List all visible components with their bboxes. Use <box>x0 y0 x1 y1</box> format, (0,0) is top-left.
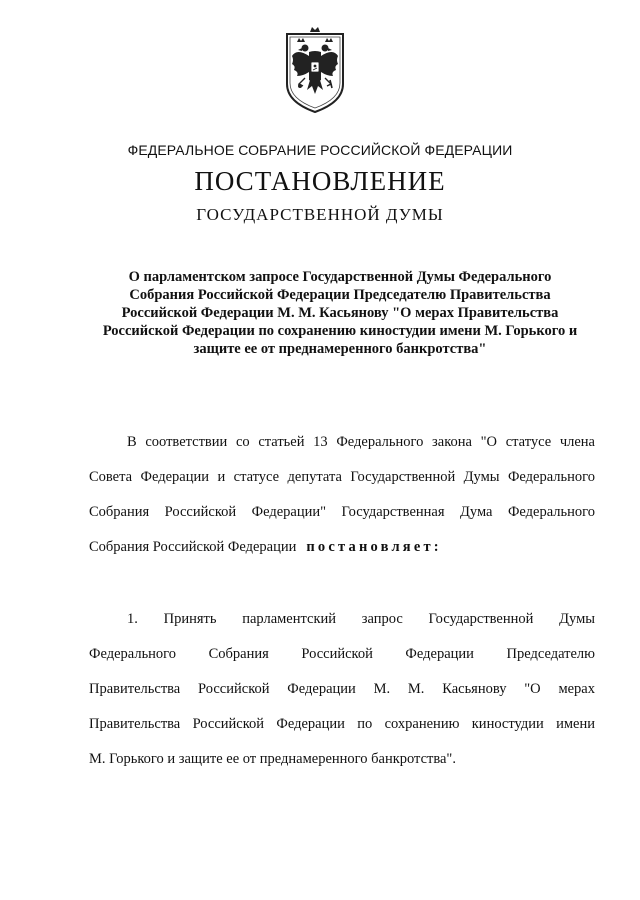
paragraph-line-text: Собрания Российской Федерации <box>89 539 297 555</box>
subject-line: О парламентском запросе Государственной Думы Федерального <box>128 269 552 285</box>
subject-line: Собрания Российской Федерации Председателю Правительства <box>129 287 551 303</box>
paragraph-line: Собрания Российской Федерации" Государственная Дума Федерального <box>89 504 595 520</box>
decree-word: постановляет: <box>306 539 442 555</box>
paragraph-line: М. Горького и защите ее от преднамеренного банкротства". <box>89 751 456 767</box>
clause-1-paragraph <box>89 602 595 777</box>
subject-line: Российской Федерации по сохранению киностудии имени М. Горького и <box>102 323 578 339</box>
resolution-subject <box>80 268 600 358</box>
russian-coat-of-arms-icon <box>283 26 347 116</box>
federal-assembly-heading: ФЕДЕРАЛЬНОЕ СОБРАНИЕ РОССИЙСКОЙ ФЕДЕРАЦИИ <box>127 142 513 158</box>
document-type-title: ПОСТАНОВЛЕНИЕ <box>194 166 446 196</box>
paragraph-line: Совета Федерации и статусе депутата Государственной Думы Федерального <box>89 469 595 485</box>
subject-line: защите ее от преднамеренного банкротства" <box>193 341 487 357</box>
paragraph-line: 1. Принять парламентский запрос Государственной Думы <box>127 611 595 627</box>
subject-line: Российской Федерации М. М. Касьянову "О мерах Правительства <box>121 305 559 321</box>
paragraph-line: Правительства Российской Федерации М. М. Касьянову "О мерах <box>89 681 595 697</box>
paragraph-line: Федерального Собрания Российской Федерации Председателю <box>89 646 595 662</box>
document-issuer-title: ГОСУДАРСТВЕННОЙ ДУМЫ <box>196 205 444 224</box>
paragraph-line-last <box>89 530 595 565</box>
paragraph-line: В соответствии со статьей 13 Федерального закона "О статусе члена <box>127 434 595 450</box>
paragraph-line: Правительства Российской Федерации по сохранению киностудии имени <box>89 716 595 732</box>
preamble-paragraph <box>89 425 595 565</box>
